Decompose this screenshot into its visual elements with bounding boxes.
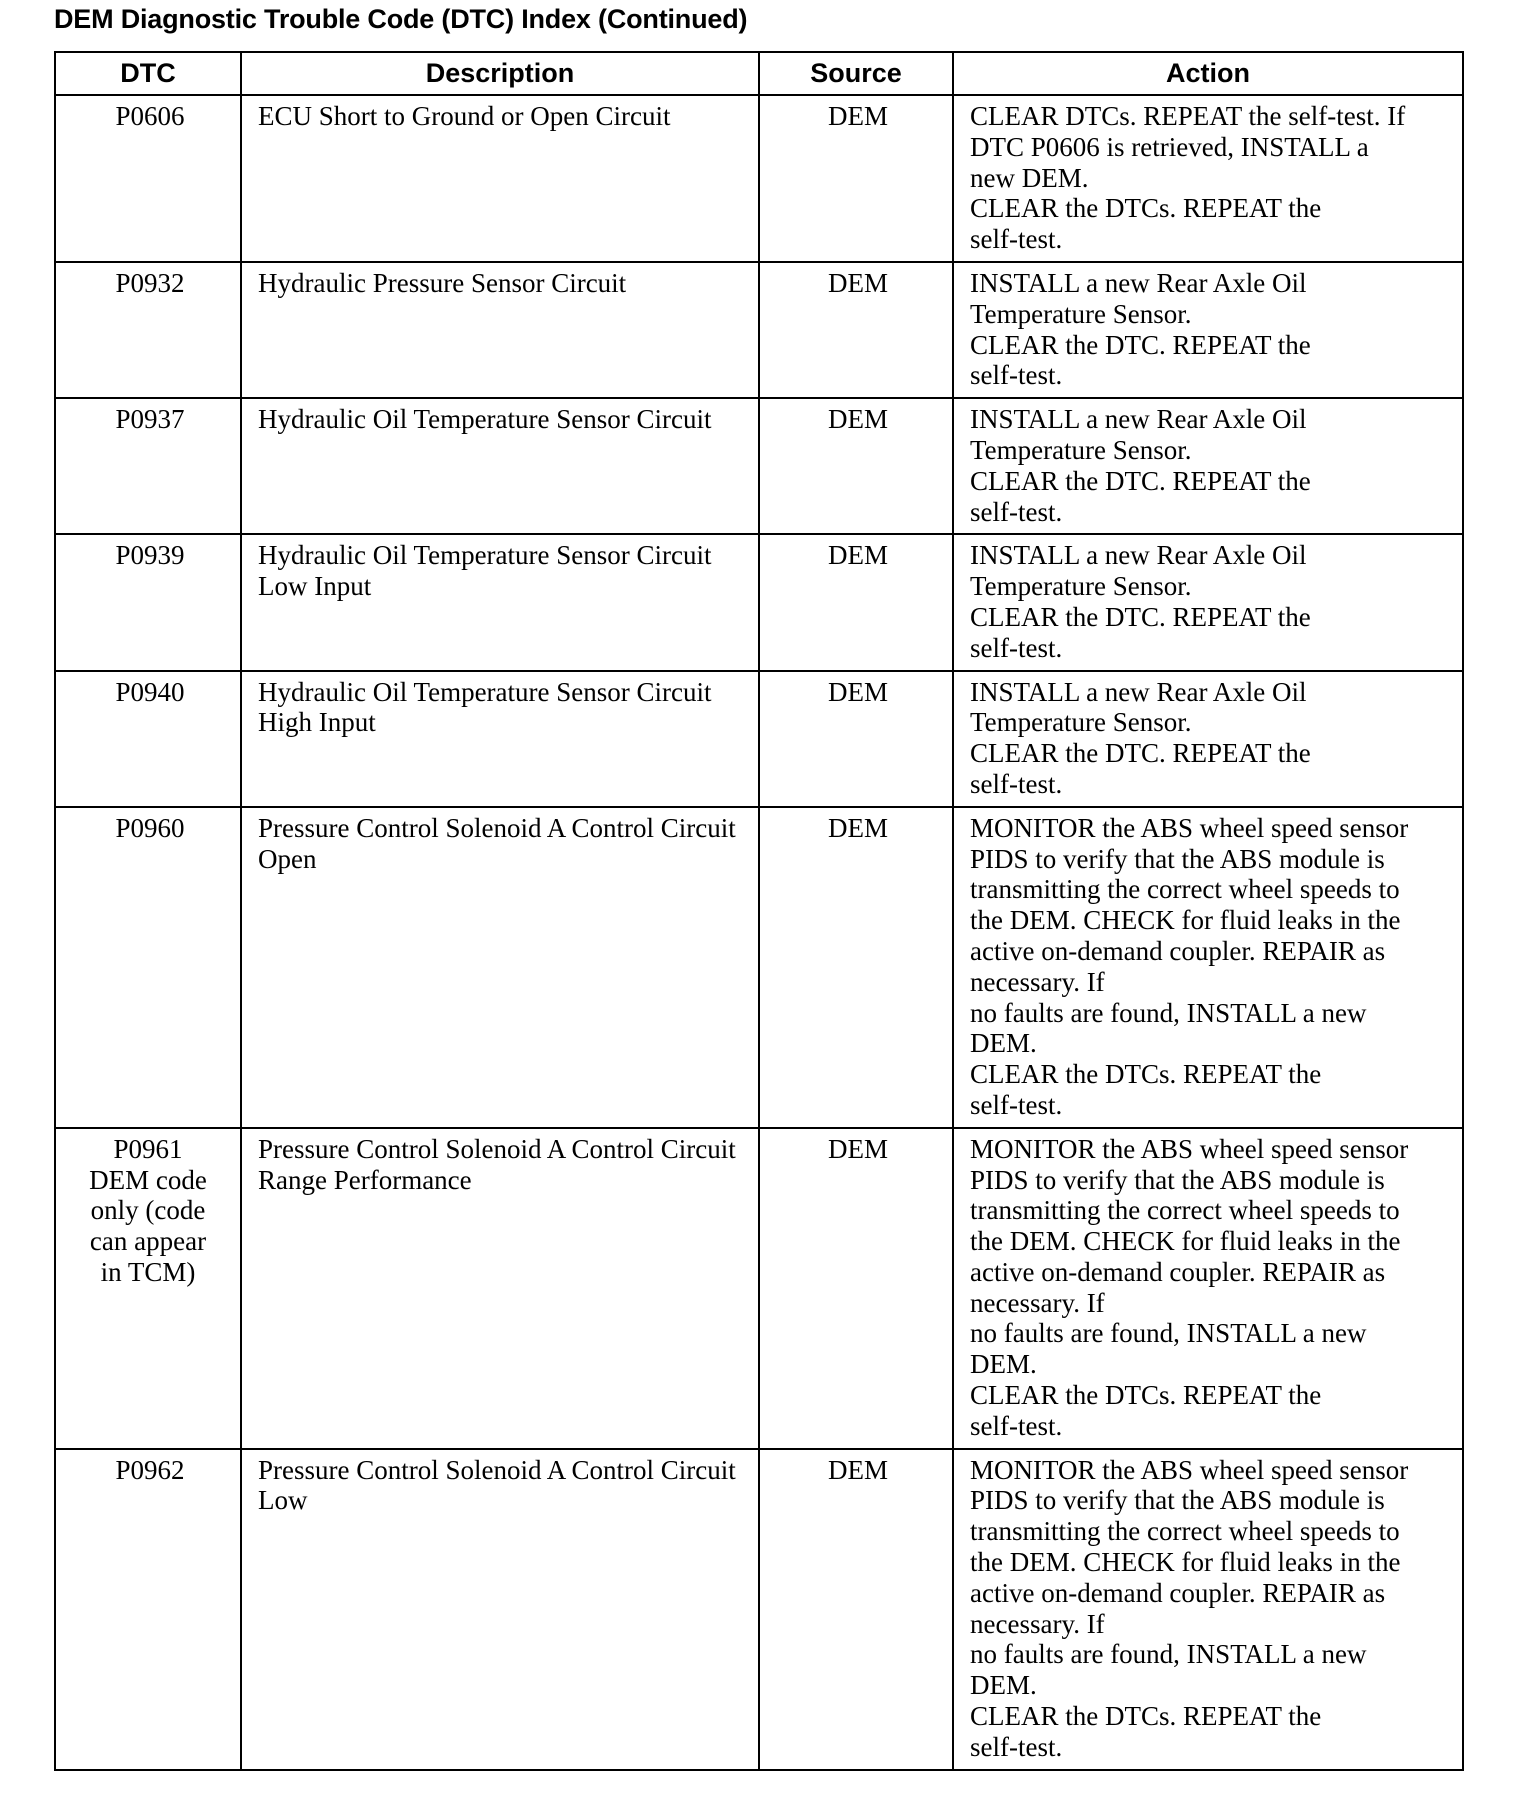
action-line: self-test. [970,1089,1063,1120]
action-line: CLEAR the DTC. REPEAT the [970,601,1311,632]
action-line: DEM. [970,1028,1037,1059]
action-line: DEM. [970,1349,1037,1380]
action-line: PIDS to verify that the ABS module is [970,843,1385,874]
action-line: self-test. [970,1731,1063,1762]
dtc-description: ECU Short to Ground or Open Circuit [241,95,759,262]
action-line: transmitting the correct wheel speeds to [970,1195,1400,1226]
action-line: self-test. [970,360,1063,391]
dtc-source: DEM [759,671,953,807]
dtc-action [953,262,1463,398]
action-line: INSTALL a new Rear Axle Oil [970,676,1307,707]
header-dtc: DTC [55,52,241,95]
dtc-index-table [54,51,1464,1771]
action-line: INSTALL a new Rear Axle Oil [970,267,1307,298]
dtc-source: DEM [759,95,953,262]
page-title: DEM Diagnostic Trouble Code (DTC) Index (Continued) [54,4,748,34]
action-line: transmitting the correct wheel speeds to [970,874,1400,905]
table-row [55,1449,1463,1770]
action-line: Temperature Sensor. [970,298,1192,329]
dtc-description: Pressure Control Solenoid A Control Circuit Range Performance [241,1128,759,1449]
action-line: self-test. [970,632,1063,663]
dtc-source: DEM [759,807,953,1128]
action-line: no faults are found, INSTALL a new [970,1639,1367,1670]
table-row [55,95,1463,262]
table-header-row [55,52,1463,95]
dtc-source: DEM [759,398,953,534]
dtc-action [953,807,1463,1128]
action-line: MONITOR the ABS wheel speed sensor [970,812,1409,843]
action-line: self-test. [970,768,1063,799]
action-line: active on-demand coupler. REPAIR as [970,935,1386,966]
action-line: CLEAR the DTCs. REPEAT the [970,193,1322,224]
action-line: DTC P0606 is retrieved, INSTALL a [970,131,1369,162]
dtc-code: P0937 [55,398,241,534]
header-action: Action [953,52,1463,95]
dtc-code: P0939 [55,534,241,670]
action-line: active on-demand coupler. REPAIR as [970,1577,1386,1608]
dtc-action [953,398,1463,534]
action-line: PIDS to verify that the ABS module is [970,1485,1385,1516]
action-line: Temperature Sensor. [970,707,1192,738]
table-row [55,671,1463,807]
dtc-source: DEM [759,534,953,670]
dtc-description: Pressure Control Solenoid A Control Circuit Open [241,807,759,1128]
action-line: self-test. [970,224,1063,255]
dtc-action [953,1449,1463,1770]
header-description: Description [241,52,759,95]
action-line: transmitting the correct wheel speeds to [970,1516,1400,1547]
action-line: PIDS to verify that the ABS module is [970,1164,1385,1195]
action-line: CLEAR the DTCs. REPEAT the [970,1059,1322,1090]
dtc-code: P0940 [55,671,241,807]
table-row [55,398,1463,534]
action-line: CLEAR the DTC. REPEAT the [970,738,1311,769]
action-line: INSTALL a new Rear Axle Oil [970,404,1307,435]
dtc-description: Pressure Control Solenoid A Control Circuit Low [241,1449,759,1770]
action-line: active on-demand coupler. REPAIR as [970,1256,1386,1287]
action-line: INSTALL a new Rear Axle Oil [970,540,1307,571]
table-row [55,262,1463,398]
dtc-description: Hydraulic Pressure Sensor Circuit [241,262,759,398]
dtc-code: P0960 [55,807,241,1128]
dtc-description: Hydraulic Oil Temperature Sensor Circuit [241,398,759,534]
dtc-code: P0932 [55,262,241,398]
action-line: DEM. [970,1670,1037,1701]
action-line: the DEM. CHECK for fluid leaks in the [970,1226,1401,1257]
action-line: self-test. [970,1410,1063,1441]
action-line: MONITOR the ABS wheel speed sensor [970,1133,1409,1164]
action-line: no faults are found, INSTALL a new [970,1318,1367,1349]
action-line: CLEAR the DTCs. REPEAT the [970,1380,1322,1411]
action-line: MONITOR the ABS wheel speed sensor [970,1454,1409,1485]
dtc-source: DEM [759,1128,953,1449]
table-row [55,1128,1463,1449]
action-line: necessary. If [970,1608,1105,1639]
dtc-source: DEM [759,1449,953,1770]
action-line: the DEM. CHECK for fluid leaks in the [970,1547,1401,1578]
dtc-action [953,534,1463,670]
dtc-code: P0606 [55,95,241,262]
action-line: necessary. If [970,966,1105,997]
action-line: CLEAR the DTC. REPEAT the [970,465,1311,496]
dtc-action [953,1128,1463,1449]
action-line: necessary. If [970,1287,1105,1318]
action-line: CLEAR the DTCs. REPEAT the [970,1701,1322,1732]
dtc-source: DEM [759,262,953,398]
table-row [55,807,1463,1128]
dtc-code: P0962 [55,1449,241,1770]
action-line: self-test. [970,496,1063,527]
action-line: Temperature Sensor. [970,434,1192,465]
header-source: Source [759,52,953,95]
table-body [55,95,1463,1770]
action-line: no faults are found, INSTALL a new [970,997,1367,1028]
dtc-description: Hydraulic Oil Temperature Sensor Circuit High Input [241,671,759,807]
dtc-action [953,671,1463,807]
action-line: the DEM. CHECK for fluid leaks in the [970,905,1401,936]
action-line: Temperature Sensor. [970,571,1192,602]
dtc-action [953,95,1463,262]
action-line: CLEAR the DTC. REPEAT the [970,329,1311,360]
action-line: CLEAR DTCs. REPEAT the self-test. If [970,101,1406,131]
table-row [55,534,1463,670]
action-line: new DEM. [970,162,1089,193]
dtc-code: P0961 DEM code only (code can appear in TCM) [55,1128,241,1449]
dtc-description: Hydraulic Oil Temperature Sensor Circuit Low Input [241,534,759,670]
